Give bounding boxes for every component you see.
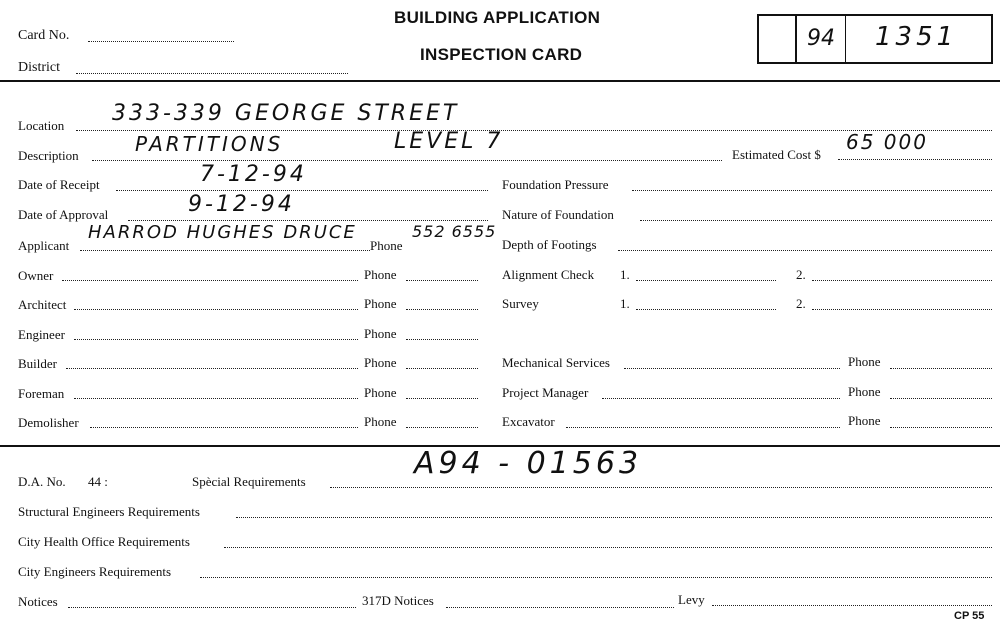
- description-value: PARTITIONS: [135, 132, 284, 156]
- applicant-field[interactable]: [80, 250, 370, 251]
- foreman-label: Foreman: [18, 386, 65, 401]
- foundation-pressure-field[interactable]: [632, 190, 992, 191]
- location-label: Location: [18, 118, 65, 133]
- form-title-line1: BUILDING APPLICATION: [394, 8, 601, 27]
- applicant-value: HARROD HUGHES DRUCE: [88, 222, 357, 243]
- foreman-field[interactable]: [74, 398, 358, 399]
- owner-phone-field[interactable]: [406, 280, 478, 281]
- excavator-phone-field[interactable]: [890, 427, 992, 428]
- applicant-phone-label: Phone: [370, 238, 403, 253]
- alignment-2-field[interactable]: [812, 280, 992, 281]
- architect-field[interactable]: [74, 309, 358, 310]
- header-rule: [0, 80, 1000, 82]
- project-manager-phone-field[interactable]: [890, 398, 992, 399]
- project-manager-label: Project Manager: [502, 385, 589, 400]
- applicant-phone-value: 552 6555: [412, 222, 497, 241]
- form-title-line2: INSPECTION CARD: [420, 45, 583, 64]
- architect-phone-field[interactable]: [406, 309, 478, 310]
- builder-phone-label: Phone: [364, 355, 397, 370]
- box-divider-2: [845, 16, 846, 62]
- city-engineers-field[interactable]: [200, 577, 992, 578]
- district-label: District: [18, 60, 60, 75]
- project-manager-phone-label: Phone: [848, 384, 881, 399]
- special-requirements-field[interactable]: [330, 487, 992, 488]
- engineer-phone-field[interactable]: [406, 339, 478, 340]
- foreman-phone-field[interactable]: [406, 398, 478, 399]
- receipt-field[interactable]: [116, 190, 488, 191]
- survey-2-label: 2.: [796, 296, 806, 311]
- excavator-field[interactable]: [566, 427, 840, 428]
- city-engineers-label: City Engineers Requirements: [18, 564, 172, 579]
- survey-2-field[interactable]: [812, 309, 992, 310]
- receipt-value: 7-12-94: [200, 162, 307, 187]
- applicant-label: Applicant: [18, 238, 70, 253]
- health-requirements-field[interactable]: [224, 547, 992, 548]
- owner-phone-label: Phone: [364, 267, 397, 282]
- special-requirements-value: A94 - 01563: [414, 446, 643, 481]
- notices-317d-label: 317D Notices: [362, 593, 434, 608]
- da-no-value: 44 :: [88, 474, 108, 489]
- special-requirements-label: Spècial Requirements: [192, 474, 306, 489]
- structural-requirements-field[interactable]: [236, 517, 992, 518]
- mechanical-services-label: Mechanical Services: [502, 355, 610, 370]
- foreman-phone-label: Phone: [364, 385, 397, 400]
- demolisher-phone-field[interactable]: [406, 427, 478, 428]
- structural-requirements-label: Structural Engineers Requirements: [18, 504, 200, 519]
- receipt-label: Date of Receipt: [18, 177, 100, 192]
- card-no-label: Card No.: [18, 28, 70, 43]
- demolisher-label: Demolisher: [18, 415, 79, 430]
- notices-317d-field[interactable]: [446, 607, 674, 608]
- description-extra: LEVEL 7: [394, 129, 504, 154]
- builder-label: Builder: [18, 356, 57, 371]
- nature-foundation-label: Nature of Foundation: [502, 207, 614, 222]
- card-number-box: [757, 14, 993, 64]
- estimated-cost-value: 65 000: [846, 130, 928, 154]
- excavator-phone-label: Phone: [848, 413, 881, 428]
- description-label: Description: [18, 148, 79, 163]
- demolisher-phone-label: Phone: [364, 414, 397, 429]
- approval-field[interactable]: [128, 220, 488, 221]
- levy-label: Levy: [678, 592, 705, 607]
- owner-label: Owner: [18, 268, 54, 283]
- engineer-phone-label: Phone: [364, 326, 397, 341]
- builder-field[interactable]: [66, 368, 358, 369]
- owner-field[interactable]: [62, 280, 358, 281]
- da-no-label: D.A. No.: [18, 474, 66, 489]
- alignment-1-label: 1.: [620, 267, 630, 282]
- approval-value: 9-12-94: [188, 192, 295, 217]
- survey-1-label: 1.: [620, 296, 630, 311]
- alignment-1-field[interactable]: [636, 280, 776, 281]
- form-code: CP 55: [954, 610, 985, 622]
- engineer-label: Engineer: [18, 327, 65, 342]
- survey-label: Survey: [502, 296, 539, 311]
- card-year: 94: [807, 26, 835, 51]
- card-number: 1351: [875, 22, 958, 52]
- description-field[interactable]: [92, 160, 722, 161]
- survey-1-field[interactable]: [636, 309, 776, 310]
- estimated-cost-label: Estimated Cost $: [732, 147, 821, 162]
- depth-footings-label: Depth of Footings: [502, 237, 597, 252]
- box-divider: [795, 16, 797, 62]
- alignment-check-label: Alignment Check: [502, 267, 595, 282]
- notices-field[interactable]: [68, 607, 356, 608]
- notices-label: Notices: [18, 594, 58, 609]
- builder-phone-field[interactable]: [406, 368, 478, 369]
- architect-label: Architect: [18, 297, 67, 312]
- district-field[interactable]: [76, 73, 348, 74]
- foundation-pressure-label: Foundation Pressure: [502, 177, 609, 192]
- depth-footings-field[interactable]: [618, 250, 992, 251]
- demolisher-field[interactable]: [90, 427, 358, 428]
- alignment-2-label: 2.: [796, 267, 806, 282]
- mechanical-services-field[interactable]: [624, 368, 840, 369]
- engineer-field[interactable]: [74, 339, 358, 340]
- card-no-field[interactable]: [88, 41, 234, 42]
- mechanical-phone-field[interactable]: [890, 368, 992, 369]
- excavator-label: Excavator: [502, 414, 555, 429]
- estimated-cost-field[interactable]: [838, 159, 992, 160]
- project-manager-field[interactable]: [602, 398, 840, 399]
- architect-phone-label: Phone: [364, 296, 397, 311]
- health-requirements-label: City Health Office Requirements: [18, 534, 190, 549]
- mechanical-phone-label: Phone: [848, 354, 881, 369]
- approval-label: Date of Approval: [18, 207, 109, 222]
- location-value: 333-339 GEORGE STREET: [112, 101, 460, 126]
- nature-foundation-field[interactable]: [640, 220, 992, 221]
- levy-field[interactable]: [712, 605, 992, 606]
